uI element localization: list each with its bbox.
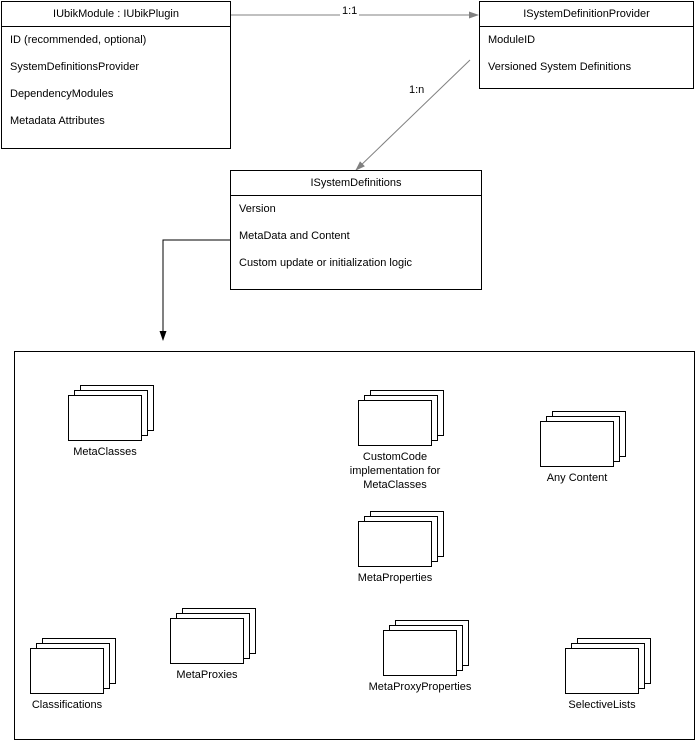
- edge-label-one-to-n: 1:n: [409, 84, 425, 96]
- stack-label-customcode: CustomCode implementation for MetaClasses: [349, 451, 441, 491]
- uml-box-isystemdefinitionprovider: [479, 1, 694, 89]
- stack-sheet-front: [170, 618, 244, 664]
- uml-title-isystemdefinitionprovider: ISystemDefinitionProvider: [480, 2, 693, 27]
- uml-row-metadata-attributes: Metadata Attributes: [10, 115, 105, 127]
- stack-label-metaclasses: MetaClasses: [73, 446, 137, 458]
- stack-label-metaproxies: MetaProxies: [176, 669, 238, 681]
- stack-label-metaproxyproperties: MetaProxyProperties: [368, 681, 472, 693]
- uml-title-isystemdefinitions: ISystemDefinitions: [231, 171, 481, 196]
- uml-row-moduleid: ModuleID: [488, 34, 536, 46]
- stack-sheet-front: [358, 400, 432, 446]
- uml-title-iubikmodule: IUbikModule : IUbikPlugin: [2, 2, 230, 27]
- stack-label-anycontent: Any Content: [546, 472, 608, 484]
- stack-sheet-front: [540, 421, 614, 467]
- stack-label-metaproperties: MetaProperties: [357, 572, 433, 584]
- uml-row-version: Version: [239, 203, 276, 215]
- stack-sheet-front: [383, 630, 457, 676]
- uml-box-iubikmodule: [1, 1, 231, 149]
- stack-label-selectivelists: SelectiveLists: [568, 699, 636, 711]
- uml-row-metadata-and-content: MetaData and Content: [239, 230, 350, 242]
- stack-sheet-front: [358, 521, 432, 567]
- uml-row-versioned-system-definitions: Versioned System Definitions: [488, 61, 632, 73]
- uml-box-isystemdefinitions: [230, 170, 482, 290]
- uml-row-systemdefinitionsprovider: SystemDefinitionsProvider: [10, 61, 139, 73]
- stack-sheet-front: [565, 648, 639, 694]
- stack-sheet-front: [30, 648, 104, 694]
- stack-label-classifications: Classifications: [31, 699, 103, 711]
- stack-sheet-front: [68, 395, 142, 441]
- uml-row-id: ID (recommended, optional): [10, 34, 147, 46]
- edge-label-one-to-one: 1:1: [342, 5, 358, 17]
- uml-row-custom-update-logic: Custom update or initialization logic: [239, 257, 413, 269]
- uml-row-dependencymodules: DependencyModules: [10, 88, 114, 100]
